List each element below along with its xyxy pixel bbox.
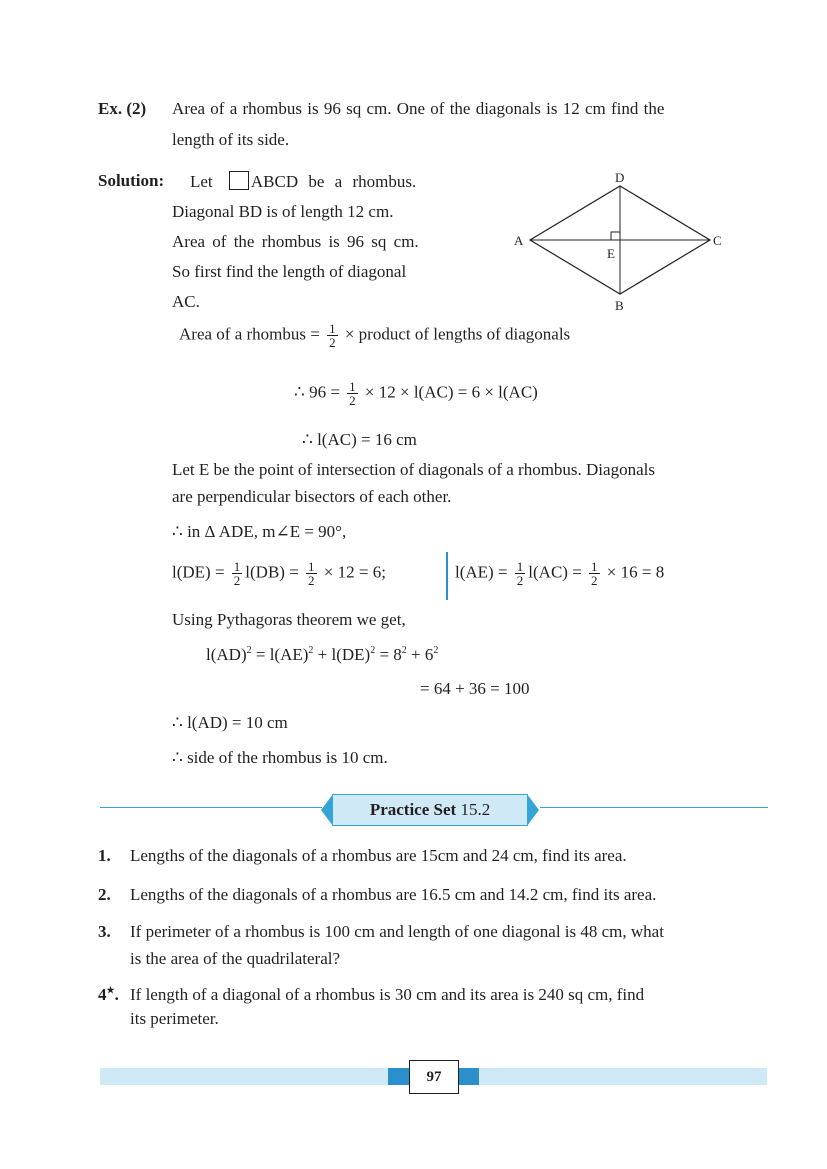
sum-line: = 64 + 36 = 100 xyxy=(420,679,530,698)
vertex-label-e: E xyxy=(607,246,615,261)
ae-lhs: l(AE) = xyxy=(455,562,508,582)
formula-left: Area of a rhombus = xyxy=(179,324,320,344)
fraction-half: $\frac{1}{2}$ xyxy=(591,559,598,588)
fraction-half: $\frac{1}{2}$ xyxy=(308,559,315,588)
vertex-label-d: D xyxy=(615,170,625,185)
practice-title-number: 15.2 xyxy=(460,800,491,819)
de-term: + l(DE) xyxy=(313,645,371,664)
pythagoras-statement: Using Pythagoras theorem we get, xyxy=(172,610,406,629)
practice-item-text: Lengths of the diagonals of a rhombus are 15cm and 24 cm, find its area. xyxy=(130,846,627,865)
solution-let xyxy=(190,171,416,192)
star-icon: ★ xyxy=(106,985,115,995)
practice-item-text-continued: is the area of the quadrilateral? xyxy=(130,949,341,968)
side-result: ∴ side of the rhombus is 10 cm. xyxy=(172,748,388,767)
equation-2: ∴ l(AC) = 16 cm xyxy=(302,430,417,449)
rhombus-name: ABCD be a rhombus. xyxy=(250,172,417,191)
column-divider xyxy=(446,552,448,600)
solution-line-3: Area of the rhombus is 96 sq cm. xyxy=(172,232,419,251)
vertex-label-b: B xyxy=(615,298,624,313)
db-term: l(DB) = xyxy=(245,562,299,582)
practice-rule-right xyxy=(540,807,768,808)
quadrilateral-symbol-icon xyxy=(229,171,249,190)
example-label: Ex. (2) xyxy=(98,99,147,118)
fraction-half: $\frac{1}{2}$ xyxy=(233,559,241,588)
rhombus-diagram xyxy=(505,166,735,316)
ae-result: × 16 = 8 xyxy=(606,562,665,582)
practice-item-text: If length of a diagonal of a rhombus is 30 cm and its area is 240 sq cm, find xyxy=(130,985,645,1004)
de-lhs: l(DE) = xyxy=(172,562,225,582)
practice-title-text: Practice Set xyxy=(369,800,457,819)
ac-term: l(AC) = xyxy=(528,562,582,582)
let-word: Let xyxy=(190,172,213,191)
example-line-2: length of its side. xyxy=(172,130,290,149)
eight-term: = 8 xyxy=(375,645,402,664)
vertex-label-c: C xyxy=(713,233,722,248)
ae-computation xyxy=(455,560,664,587)
equation-1 xyxy=(294,380,538,407)
practice-rule-left xyxy=(100,807,322,808)
practice-item-text: Lengths of the diagonals of a rhombus are 16.5 cm and 14.2 cm, find its area. xyxy=(130,885,657,904)
right-angle-mark xyxy=(611,232,620,240)
de-computation xyxy=(172,560,386,587)
de-result: × 12 = 6; xyxy=(323,562,386,582)
practice-arrow-right-icon xyxy=(527,794,539,826)
formula-right: × product of lengths of diagonals xyxy=(344,324,571,344)
page-number: 97 xyxy=(409,1060,459,1094)
footer-tab-right xyxy=(457,1068,479,1085)
eq1-right: × 12 × l(AC) = 6 × l(AC) xyxy=(364,382,538,402)
practice-item-number: 1. xyxy=(98,846,111,865)
example-line-1: Area of a rhombus is 96 sq cm. One of the diagonals is 12 cm find the xyxy=(172,99,665,118)
ad-term: l(AD) xyxy=(206,645,247,664)
fraction-half: $\frac{1}{2}$ xyxy=(329,321,336,350)
practice-item-number: 3. xyxy=(98,922,111,941)
fraction-half: $\frac{1}{2}$ xyxy=(349,379,356,408)
paragraph-line-1: Let E be the point of intersection of diagonals of a rhombus. Diagonals xyxy=(172,460,655,479)
practice-set-title xyxy=(332,794,528,826)
vertex-label-a: A xyxy=(514,233,524,248)
solution-label: Solution: xyxy=(98,171,165,190)
solution-line-5: AC. xyxy=(172,292,200,311)
six-term: + 6 xyxy=(406,645,434,664)
solution-line-4: So first find the length of diagonal xyxy=(172,262,407,281)
area-formula xyxy=(179,322,570,349)
practice-item-number: 4★. xyxy=(98,985,119,1004)
pythagoras-equation: $l(AD)^2 = l(AE)^2 + l(DE)^2 = 8^2 + 6^2$ xyxy=(206,645,439,664)
ad-result: ∴ l(AD) = 10 cm xyxy=(172,713,288,732)
fraction-half: $\frac{1}{2}$ xyxy=(516,559,524,588)
paragraph-line-2: are perpendicular bisectors of each other. xyxy=(172,487,452,506)
solution-line-2: Diagonal BD is of length 12 cm. xyxy=(172,202,394,221)
angle-statement: ∴ in Δ ADE, m∠E = 90°, xyxy=(172,522,347,541)
practice-item-number: 2. xyxy=(98,885,111,904)
eq1-left: ∴ 96 = xyxy=(294,382,340,402)
practice-item-text-continued: its perimeter. xyxy=(130,1009,219,1028)
practice-item-text: If perimeter of a rhombus is 100 cm and length of one diagonal is 48 cm, what xyxy=(130,922,664,941)
footer-tab-left xyxy=(388,1068,410,1085)
ae-term: = l(AE) xyxy=(251,645,309,664)
